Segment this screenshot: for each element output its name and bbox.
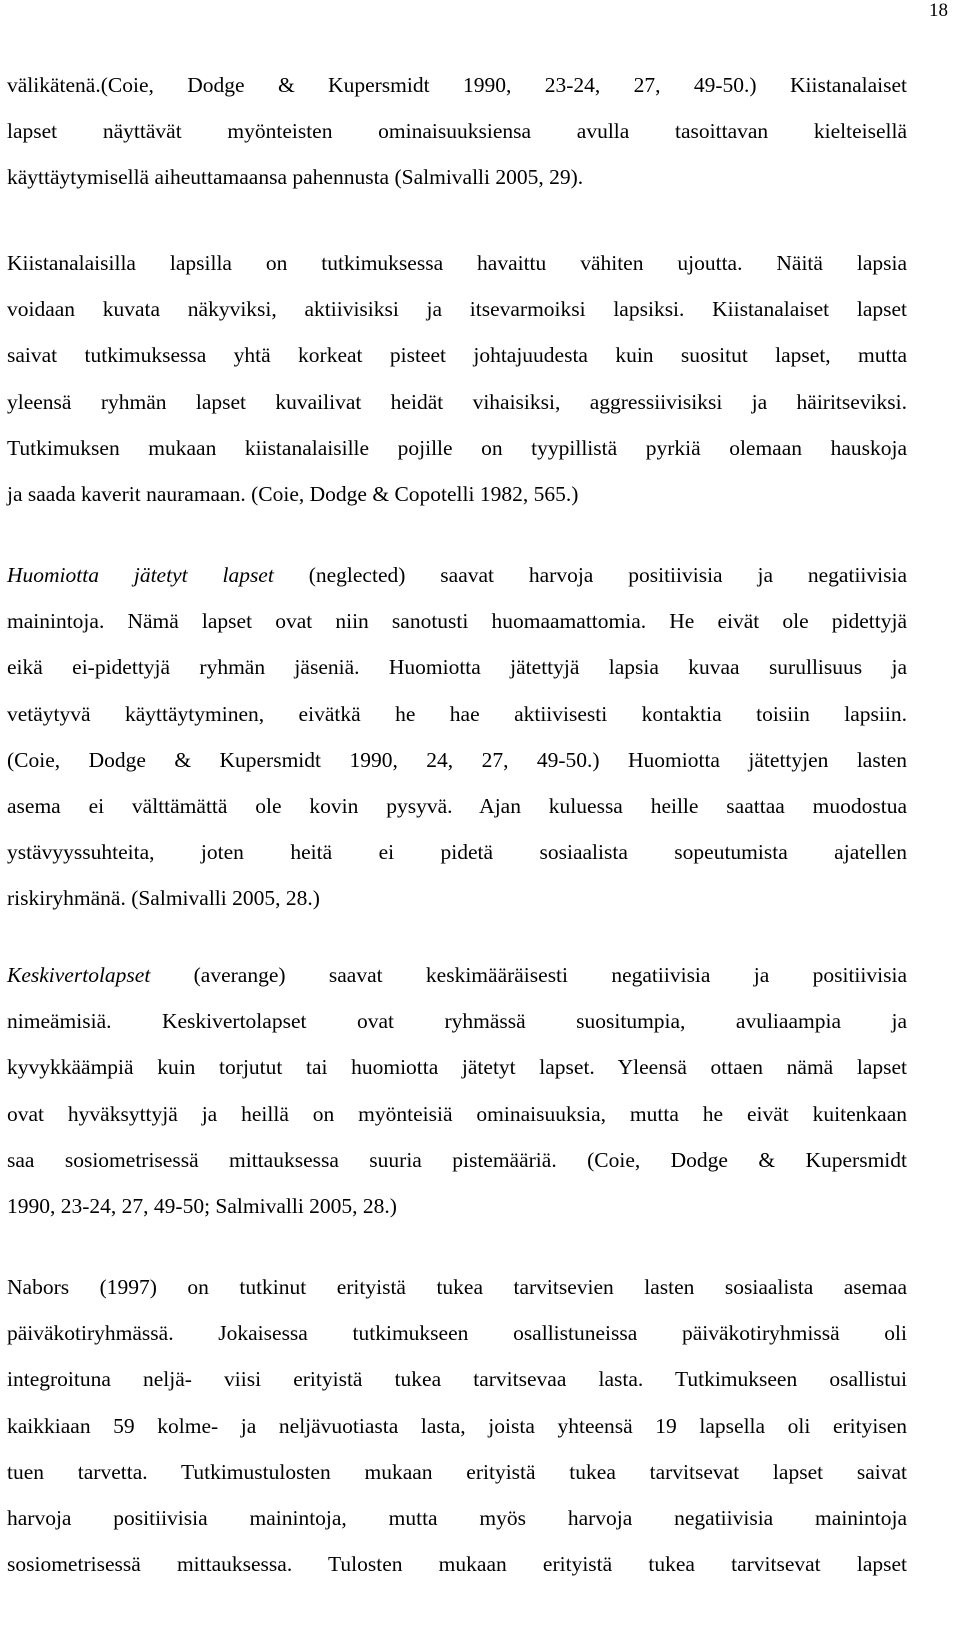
lead-rest-text: (neglected) saavat harvoja positiivisia ja negatiivisia [273, 563, 907, 587]
text-line-lead [7, 952, 907, 998]
text-line: nimeämisiä. Keskivertolapset ovat ryhmässä suositumpia, avuliaampia ja [7, 1009, 907, 1034]
text-line: harvoja positiivisia mainintoja, mutta myös harvoja negatiivisia mainintoja [7, 1506, 907, 1531]
text-line: ystävyyssuhteita, joten heitä ei pidetä sosiaalista sopeutumista ajatellen [7, 840, 907, 865]
page-number: 18 [929, 0, 948, 21]
text-line: vetäytyvä käyttäytyminen, eivätkä he hae aktiivisesti kontaktia toisiin lapsiin. [7, 701, 907, 726]
paragraph-controversial-children [7, 240, 907, 517]
paragraph-controversial-intro [7, 62, 907, 201]
paragraph-average-children [7, 952, 907, 1229]
text-line: (Coie, Dodge & Kupersmidt 1990, 24, 27, 49-50.) Huomiotta jätettyjen lasten [7, 747, 907, 772]
text-line: tuen tarvetta. Tutkimustulosten mukaan erityistä tukea tarvitsevat lapset saivat [7, 1459, 907, 1484]
text-line: kyvykkäämpiä kuin torjutut tai huomiotta jätetyt lapset. Yleensä ottaen nämä lapset [7, 1055, 907, 1080]
text-line: Tutkimuksen mukaan kiistanalaisille pojille on tyypillistä pyrkiä olemaan hauskoja [7, 435, 907, 460]
text-line: päiväkotiryhmässä. Jokaisessa tutkimukseen osallistuneissa päiväkotiryhmissä oli [7, 1321, 907, 1346]
text-line: saa sosiometrisessä mittauksessa suuria pistemääriä. (Coie, Dodge & Kupersmidt [7, 1147, 907, 1172]
text-line: mainintoja. Nämä lapset ovat niin sanotusti huomaamattomia. He eivät ole pidettyjä [7, 609, 907, 634]
text-line: ovat hyväksyttyjä ja heillä on myönteisiä ominaisuuksia, mutta he eivät kuitenkaan [7, 1101, 907, 1126]
text-line: lapset näyttävät myönteisten ominaisuuksiensa avulla tasoittavan kielteisellä [7, 119, 907, 144]
paragraph-neglected-children [7, 552, 907, 922]
text-line: sosiometrisessä mittauksessa. Tulosten mukaan erityistä tukea tarvitsevat lapset [7, 1552, 907, 1577]
text-line: Nabors (1997) on tutkinut erityistä tukea tarvitsevien lasten sosiaalista asemaa [7, 1275, 907, 1299]
text-line: saivat tutkimuksessa yhtä korkeat pisteet johtajuudesta kuin suositut lapset, mutta [7, 343, 907, 368]
text-line-lead [7, 552, 907, 598]
text-line: käyttäytymisellä aiheuttamaansa pahennusta (Salmivalli 2005, 29). [7, 165, 584, 190]
text-line: eikä ei-pidettyjä ryhmän jäseniä. Huomiotta jätettyjä lapsia kuvaa surullisuus ja [7, 655, 907, 680]
text-line: integroituna neljä- viisi erityistä tukea tarvitsevaa lasta. Tutkimukseen osallistui [7, 1367, 907, 1392]
text-line: välikätenä.(Coie, Dodge & Kupersmidt 1990, 23-24, 27, 49-50.) Kiistanalaiset [7, 73, 907, 97]
text-line: asema ei välttämättä ole kovin pysyvä. Ajan kuluessa heille saattaa muodostua [7, 794, 907, 819]
text-line: kaikkiaan 59 kolme- ja neljävuotiasta lasta, joista yhteensä 19 lapsella oli erityisen [7, 1413, 907, 1438]
lead-rest-text: (averange) saavat keskimääräisesti negatiivisia ja positiivisia [150, 963, 907, 987]
text-line: riskiryhmänä. (Salmivalli 2005, 28.) [7, 886, 320, 911]
paragraph-nabors-study [7, 1264, 907, 1587]
text-line: 1990, 23-24, 27, 49-50; Salmivalli 2005, 28.) [7, 1194, 397, 1219]
text-line: ja saada kaverit nauramaan. (Coie, Dodge & Copotelli 1982, 565.) [7, 482, 579, 507]
text-line: yleensä ryhmän lapset kuvailivat heidät vihaisiksi, aggressiivisiksi ja häiritseviksi. [7, 389, 907, 414]
text-line: voidaan kuvata näkyviksi, aktiivisiksi ja itsevarmoiksi lapsiksi. Kiistanalaiset lapset [7, 297, 907, 322]
italic-term-average: Keskivertolapset [7, 963, 151, 987]
italic-term-neglected: Huomiotta jätetyt lapset [7, 563, 274, 587]
text-line: Kiistanalaisilla lapsilla on tutkimuksessa havaittu vähiten ujoutta. Näitä lapsia [7, 251, 907, 275]
